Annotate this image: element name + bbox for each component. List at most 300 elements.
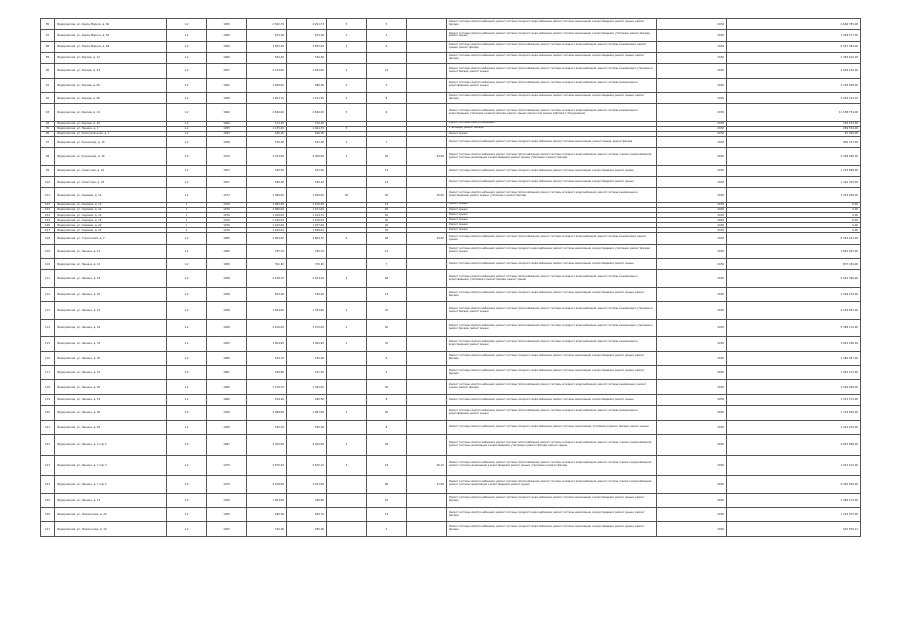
cell-address: Федоровская, ул. Кирова, д. 66 (55, 92, 167, 103)
cell-cost: 4 544 396,00 (727, 270, 861, 288)
cell-total-area: 264,70 (247, 351, 287, 365)
cell-works-description: Ремонт крыши (447, 223, 657, 228)
cell-cost: 520 876,12 (727, 522, 861, 536)
cell-cost: 4 438 480,00 (727, 148, 861, 166)
cell-address: Федоровская, ул. Садовая, д. 16 (55, 213, 167, 218)
cell-apartments: 65 (367, 148, 407, 166)
cell-apartments: 7 (367, 259, 407, 270)
cell-works-description: Ремонт системы электроснабжения; ремонт системы теплоснабжения; ремонт системы холодного водоснабжения; ремонт системы горячего водоснабжения; ремонт системы канализации и водоотведения; ремонт крыши; утепление и ремонт фасада (447, 455, 657, 476)
cell-living-area: 1 100,00 (287, 218, 327, 223)
cell-works-description: Ремонт крыши (447, 228, 657, 233)
table-row (41, 420, 861, 434)
table-body (41, 19, 861, 537)
cell-row-number: 96 (41, 131, 55, 136)
table-row (41, 148, 861, 166)
cell-works-description: Ремонт крыши (447, 131, 657, 136)
cell-row-number: 117 (41, 366, 55, 380)
cell-total-area: 690,00 (247, 507, 287, 521)
cell-apartments: 12 (367, 244, 407, 258)
cell-total-area: 803,00 (247, 287, 287, 301)
cell-extra-value (407, 64, 447, 78)
cell-living-area: 230,00 (287, 351, 327, 365)
cell-entrances: 1 (327, 137, 367, 148)
cell-build-year: 1958 (207, 137, 247, 148)
cell-address: Федоровская, ул. Кирова, д. 28 (55, 121, 167, 126)
table-row (41, 188, 861, 202)
cell-cost: 11 188 754,00 (727, 104, 861, 122)
capital-repair-table (40, 18, 861, 537)
cell-address: Федоровская, ул. Ленина, д. 29 (55, 319, 167, 337)
cell-cost: 156 103,00 (727, 121, 861, 126)
cell-build-year: 1960 (207, 244, 247, 258)
cell-row-number: 116 (41, 351, 55, 365)
cell-cost: 0,00 (727, 218, 861, 223)
cell-entrances (327, 244, 367, 258)
cell-entrances (327, 52, 367, 63)
cell-planned-year: 2030 (657, 406, 727, 420)
cell-apartments: 40 (367, 406, 407, 420)
cell-material-code: 1,2 (167, 522, 207, 536)
cell-total-area: 113,50 (247, 121, 287, 126)
cell-material-code: 1,2 (167, 104, 207, 122)
cell-total-area: 2 453,00 (247, 148, 287, 166)
cell-works-description: Ремонт системы электроснабжения; ремонт системы холодного водоснабжения; ремонт системы канализации и водоотведения; ремонт крыши; ремонт фасада (447, 366, 657, 380)
cell-row-number: 97 (41, 137, 55, 148)
cell-cost: 1 523 374,00 (727, 394, 861, 405)
cell-planned-year: 2030 (657, 52, 727, 63)
cell-row-number: 103 (41, 207, 55, 212)
cell-address: Федоровская, ул. Ленина, д. 60 (55, 406, 167, 420)
cell-works-description: Ремонт системы электроснабжения; ремонт системы теплоснабжения; ремонт системы холодного водоснабжения; ремонт системы канализации и водоотведения; ремонт крыши (447, 78, 657, 92)
cell-entrances (327, 420, 367, 434)
cell-entrances (327, 507, 367, 521)
cell-cost: 4 687 896,00 (727, 434, 861, 455)
cell-total-area: 2 088,00 (247, 406, 287, 420)
cell-living-area: 550,00 (287, 420, 327, 434)
cell-living-area: 1 046,00 (287, 188, 327, 202)
cell-total-area: 440,00 (247, 131, 287, 136)
cell-works-description: Ремонт системы электроснабжения; ремонт системы холодного водоснабжения; ремонт системы канализации; ремонт крыши; ремонт фасада (447, 137, 657, 148)
cell-works-description: Ремонт крыши (447, 218, 657, 223)
cell-build-year: 1964 (207, 121, 247, 126)
cell-material-code: 1,2 (167, 137, 207, 148)
cell-planned-year: 2030 (657, 92, 727, 103)
cell-cost: 0,00 (727, 223, 861, 228)
table-row (41, 104, 861, 122)
cell-row-number: 111 (41, 270, 55, 288)
cell-address: Федоровская, ул. Садовая, д. 12 (55, 202, 167, 207)
cell-apartments: 7 (367, 137, 407, 148)
cell-material-code: 1,2 (167, 148, 207, 166)
cell-planned-year: 2030 (657, 104, 727, 122)
cell-build-year: 1962 (207, 78, 247, 92)
cell-extra-value: 44,00 (407, 148, 447, 166)
cell-material-code: 1,2 (167, 507, 207, 521)
cell-living-area: 2 403,20 (287, 270, 327, 288)
cell-living-area: 675,00 (287, 30, 327, 41)
cell-planned-year: 2030 (657, 244, 727, 258)
cell-total-area: 562,20 (247, 52, 287, 63)
cell-apartments: 8 (367, 394, 407, 405)
cell-apartments: 23 (367, 202, 407, 207)
cell-living-area: 1 014,70 (287, 213, 327, 218)
cell-cost: 2 303 056,00 (727, 188, 861, 202)
cell-address: Федоровская, ул. Садовая, д. 22 (55, 228, 167, 233)
cell-material-code: 1,2 (167, 126, 207, 131)
cell-extra-value (407, 337, 447, 351)
cell-living-area: 1 782,80 (287, 302, 327, 320)
cell-cost: 1 134 898,00 (727, 165, 861, 176)
cell-planned-year: 2030 (657, 223, 727, 228)
cell-planned-year: 2030 (657, 188, 727, 202)
cell-total-area: 1 440,00 (247, 223, 287, 228)
cell-build-year: 1973 (207, 188, 247, 202)
cell-build-year: 1976 (207, 218, 247, 223)
cell-apartments: 8 (367, 92, 407, 103)
cell-planned-year: 2030 (657, 420, 727, 434)
cell-planned-year: 2030 (657, 64, 727, 78)
cell-apartments: 20 (367, 213, 407, 218)
cell-cost: 5 368 112,00 (727, 319, 861, 337)
cell-planned-year: 2030 (657, 351, 727, 365)
cell-total-area: 1 008,00 (247, 78, 287, 92)
cell-total-area: 269,80 (247, 366, 287, 380)
cell-works-description: Ремонт системы электроснабжения; ремонт системы теплоснабжения; ремонт системы холодного водоснабжения; ремонт системы горячего водоснабжения; ремонт системы канализации и водоотведения; ремонт крыши; утепление и ремонт фасада (447, 148, 657, 166)
cell-material-code: 1 (167, 213, 207, 218)
cell-extra-value (407, 52, 447, 63)
cell-row-number: 85 (41, 19, 55, 30)
cell-total-area: 787,10 (247, 244, 287, 258)
cell-material-code: 1,2 (167, 131, 207, 136)
table-row (41, 41, 861, 52)
cell-cost: 6 394 012,00 (727, 233, 861, 244)
cell-total-area: 1 824,00 (247, 302, 287, 320)
cell-material-code: 1,2 (167, 165, 207, 176)
cell-total-area: 2 875,40 (247, 455, 287, 476)
cell-total-area: 2 302,70 (247, 19, 287, 30)
cell-address: Федоровская, ул. Садовая, д. 10 (55, 188, 167, 202)
cell-total-area: 391,60 (247, 259, 287, 270)
cell-build-year: 1960 (207, 394, 247, 405)
cell-total-area: 1 440,00 (247, 218, 287, 223)
cell-works-description: Ремонт системы электроснабжения; ремонт системы холодного водоснабжения; ремонт системы канализации и водоотведения; ремонт крыши; ремонт фасада (447, 522, 657, 536)
cell-works-description: Ремонт системы электроснабжения; ремонт системы холодного водоснабжения; ремонт системы канализации и водоотведения; ремонт крыши; ремонт фасада (447, 351, 657, 365)
cell-address: Федоровская, ул. Ленина, д. 25 (55, 287, 167, 301)
cell-living-area: 400,00 (287, 131, 327, 136)
cell-living-area: 485,50 (287, 394, 327, 405)
cell-planned-year: 2030 (657, 493, 727, 507)
cell-address: Федоровская, ул. Ленина, д. 12 (55, 244, 167, 258)
cell-living-area: 552,00 (287, 137, 327, 148)
cell-works-description: Ремонт системы электроснабжения; ремонт системы теплоснабжения; ремонт системы холодного водоснабжения; ремонт системы канализации и водоотведения; ремонт крыши (447, 406, 657, 420)
cell-extra-value (407, 259, 447, 270)
cell-planned-year: 2030 (657, 522, 727, 536)
cell-living-area: 1 101,00 (287, 207, 327, 212)
cell-build-year: 1957 (207, 64, 247, 78)
cell-cost: 6 450 584,00 (727, 476, 861, 494)
cell-address: Федоровская, ул. Садовая, д. 14 (55, 207, 167, 212)
cell-extra-value (407, 270, 447, 288)
cell-row-number: 92 (41, 92, 55, 103)
cell-row-number: 89 (41, 52, 55, 63)
cell-build-year: 1958 (207, 420, 247, 434)
table-row (41, 287, 861, 301)
cell-total-area: 2 846,60 (247, 104, 287, 122)
cell-works-description: Ремонт крыши (447, 202, 657, 207)
cell-entrances: 1 (327, 30, 367, 41)
cell-material-code: 1,2 (167, 351, 207, 365)
cell-works-description: Ремонт системы электроснабжения; ремонт системы холодного водоснабжения; ремонт системы канализации; утепление и ремонт фасада; ремонт крыши (447, 420, 657, 434)
cell-material-code: 1 (167, 207, 207, 212)
cell-cost: 4 936 145,00 (727, 64, 861, 78)
cell-planned-year: 2030 (657, 228, 727, 233)
cell-living-area: 3 845,00 (287, 41, 327, 52)
cell-build-year: 1960 (207, 380, 247, 394)
cell-living-area: 2 200,00 (287, 434, 327, 455)
cell-build-year: 1976 (207, 207, 247, 212)
cell-build-year: 1970 (207, 148, 247, 166)
cell-works-description: Ремонт системы электроснабжения; ремонт системы холодного водоснабжения; ремонт системы канализации и водоотведения; ремонт крыши; ремонт фасада (447, 19, 657, 30)
cell-row-number: 122 (41, 434, 55, 455)
table-row (41, 30, 861, 41)
cell-planned-year: 2030 (657, 202, 727, 207)
cell-total-area: 1 080,00 (247, 188, 287, 202)
cell-apartments: 48 (367, 434, 407, 455)
cell-planned-year: 2030 (657, 476, 727, 494)
cell-material-code: 1,2 (167, 493, 207, 507)
cell-cost: 1 358 577,00 (727, 30, 861, 41)
cell-row-number: 87 (41, 30, 55, 41)
table-row (41, 137, 861, 148)
table-row (41, 522, 861, 536)
cell-row-number: 100 (41, 177, 55, 188)
cell-row-number: 118 (41, 380, 55, 394)
cell-entrances (327, 476, 367, 494)
cell-entrances: 2 (327, 302, 367, 320)
cell-living-area: 521,90 (287, 165, 327, 176)
cell-material-code: 1,2 (167, 64, 207, 78)
cell-planned-year: 2030 (657, 19, 727, 30)
table-row (41, 455, 861, 476)
cell-entrances (327, 177, 367, 188)
cell-address: Федоровская, ул. Ломоносова, д. 24 (55, 507, 167, 521)
cell-row-number: 101 (41, 188, 55, 202)
cell-works-description: Ремонт системы электроснабжения; ремонт системы теплоснабжения; ремонт системы холодного водоснабжения; ремонт системы канализации; ремонт крыши; ремонт фасада (447, 380, 657, 394)
cell-material-code: 1,2 (167, 455, 207, 476)
cell-row-number: 107 (41, 228, 55, 233)
cell-works-description: Ремонт системы электроснабжения; ремонт системы теплоснабжения; ремонт системы холодного водоснабжения; ремонт системы канализации; ремонт крыши; ремонт фасада (447, 41, 657, 52)
cell-entrances: 3 (327, 148, 367, 166)
cell-total-area: 504,00 (247, 394, 287, 405)
cell-total-area: 576,00 (247, 137, 287, 148)
cell-entrances: 20 (327, 188, 367, 202)
cell-apartments: 12 (367, 507, 407, 521)
cell-living-area: 765,10 (287, 244, 327, 258)
cell-build-year: 1958 (207, 302, 247, 320)
cell-address: Федоровская, ул. Ленина, д. 45 (55, 380, 167, 394)
cell-living-area: 784,40 (287, 287, 327, 301)
cell-row-number: 106 (41, 223, 55, 228)
cell-cost: 1 501 412,00 (727, 455, 861, 476)
cell-entrances: 3 (327, 41, 367, 52)
cell-planned-year: 2030 (657, 148, 727, 166)
cell-entrances: 2 (327, 406, 367, 420)
cell-cost: 1 410 325,00 (727, 177, 861, 188)
cell-planned-year: 2030 (657, 394, 727, 405)
cell-entrances (327, 380, 367, 394)
cell-build-year: 1957 (207, 177, 247, 188)
cell-address: Федоровская, ул. Ленина, д. 53 (55, 394, 167, 405)
cell-extra-value (407, 30, 447, 41)
cell-extra-value (407, 507, 447, 521)
cell-cost: 1 163 075,00 (727, 507, 861, 521)
table-row (41, 52, 861, 63)
cell-extra-value (407, 302, 447, 320)
cell-planned-year: 2030 (657, 137, 727, 148)
cell-build-year: 1985 (207, 233, 247, 244)
cell-living-area: 1 972,00 (287, 319, 327, 337)
table-row (41, 434, 861, 455)
table-row (41, 64, 861, 78)
cell-entrances: 2 (327, 337, 367, 351)
table-row (41, 493, 861, 507)
cell-build-year: 1956 (207, 507, 247, 521)
table-row (41, 19, 861, 30)
cell-address: Федоровская, ул. Советская, д. 21 (55, 165, 167, 176)
cell-cost: 1 299 104,00 (727, 287, 861, 301)
cell-material-code: 1 (167, 223, 207, 228)
cell-cost: 969 103,00 (727, 137, 861, 148)
cell-works-description: Ремонт системы электроснабжения; ремонт системы холодного водоснабжения; ремонт системы канализации и водоотведения; ремонт крыши (447, 394, 657, 405)
cell-address: Федоровская, ул. Ленина, д. 65 (55, 420, 167, 434)
cell-material-code: 1,2 (167, 121, 207, 126)
cell-works-description: Ремонт системы электроснабжения; ремонт системы теплоснабжения; ремонт системы холодного водоснабжения; ремонт системы канализации и водоотведения; ремонт крыши (447, 337, 657, 351)
cell-total-area: 1 478,70 (247, 380, 287, 394)
cell-living-area: 247,50 (287, 366, 327, 380)
cell-material-code: 1 (167, 218, 207, 223)
cell-build-year: 1976 (207, 202, 247, 207)
cell-row-number: 105 (41, 218, 55, 223)
cell-address: Федоровская, ул. Кирова, д. 14 (55, 104, 167, 122)
cell-build-year: 1956 (207, 30, 247, 41)
cell-build-year: 1958 (207, 92, 247, 103)
cell-row-number: 91 (41, 78, 55, 92)
table-row (41, 394, 861, 405)
cell-planned-year: 2030 (657, 177, 727, 188)
cell-material-code: 1,2 (167, 337, 207, 351)
cell-living-area: 370,00 (287, 259, 327, 270)
cell-row-number: 112 (41, 287, 55, 301)
cell-apartments: 32 (367, 302, 407, 320)
cell-apartments: 48 (367, 233, 407, 244)
cell-living-area: 285,00 (287, 522, 327, 536)
cell-extra-value (407, 104, 447, 122)
cell-address: Федоровская, ул. Карла Маркса, д. 50 (55, 30, 167, 41)
cell-extra-value (407, 244, 447, 258)
cell-extra-value: 44,00 (407, 233, 447, 244)
cell-living-area: 650,70 (287, 507, 327, 521)
cell-apartments: 5 (367, 78, 407, 92)
cell-cost: 1 159 850,00 (727, 406, 861, 420)
cell-address: Федоровская, ул. Ленина, д. 41 (55, 366, 167, 380)
cell-works-description: Ремонт системы электроснабжения; ремонт системы холодного водоснабжения; ремонт системы канализации и водоотведения; ремонт крыши; ремонт фасада (447, 92, 657, 103)
cell-material-code: 1,2 (167, 19, 207, 30)
cell-apartments: 32 (367, 337, 407, 351)
cell-entrances: 3 (327, 270, 367, 288)
cell-extra-value (407, 420, 447, 434)
cell-build-year: 1956 (207, 41, 247, 52)
cell-build-year: 1958 (207, 270, 247, 288)
cell-cost: 0,00 (727, 213, 861, 218)
cell-works-description: Ремонт системы электроснабжения; ремонт системы холодного водоснабжения; ремонт системы канализации и водоотведения; утепление, ремонт фасада; ремонт крыши (447, 244, 657, 258)
cell-entrances (327, 287, 367, 301)
cell-material-code: 1,2 (167, 52, 207, 63)
cell-cost: 4 666 785,00 (727, 19, 861, 30)
cell-living-area: 2 201,73 (287, 19, 327, 30)
cell-extra-value (407, 165, 447, 176)
cell-row-number: 110 (41, 259, 55, 270)
cell-entrances (327, 522, 367, 536)
cell-total-area: 1 004,00 (247, 493, 287, 507)
cell-cost: 3 643 266,00 (727, 337, 861, 351)
cell-apartments: 12 (367, 287, 407, 301)
cell-works-description: Ремонт системы электроснабжения; ремонт системы холодного водоснабжения; ремонт системы канализации и водоотведения; ремонт крыши; ремонт фасада (447, 52, 657, 63)
cell-build-year: 1962 (207, 104, 247, 122)
cell-address: Федоровская, ул. Кирова, д. 12 (55, 52, 167, 63)
table-row (41, 259, 861, 270)
cell-build-year: 1950 (207, 131, 247, 136)
cell-build-year: 1976 (207, 223, 247, 228)
cell-apartments (367, 52, 407, 63)
cell-address: Федоровская, ул. Советская, д. 23 (55, 177, 167, 188)
cell-total-area: 1 609,00 (247, 337, 287, 351)
cell-material-code: 1,2 (167, 177, 207, 188)
cell-cost: 3 504 193,70 (727, 92, 861, 103)
cell-cost: 0,00 (727, 202, 861, 207)
cell-entrances: 2 (327, 434, 367, 455)
cell-cost: 0,00 (727, 228, 861, 233)
cell-row-number: 125 (41, 493, 55, 507)
cell-build-year: 1960 (207, 351, 247, 365)
cell-cost: 1 280 587,00 (727, 351, 861, 365)
cell-living-area: 102,00 (287, 121, 327, 126)
cell-build-year: 1975 (207, 455, 247, 476)
cell-planned-year: 2030 (657, 270, 727, 288)
cell-total-area: 2 448,70 (247, 270, 287, 288)
cell-material-code: 1,2 (167, 366, 207, 380)
cell-build-year: 1976 (207, 213, 247, 218)
cell-material-code: 1,2 (167, 30, 207, 41)
cell-works-description: Ремонт системы электроснабжения (447, 121, 657, 126)
cell-cost: 1 401 410,00 (727, 420, 861, 434)
cell-address: Федоровская, ул. Ленина, д. 18 (55, 270, 167, 288)
table-row (41, 177, 861, 188)
cell-planned-year: 2030 (657, 165, 727, 176)
cell-material-code: 1,2 (167, 259, 207, 270)
cell-build-year: 1955 (207, 126, 247, 131)
cell-apartments: 12 (367, 177, 407, 188)
cell-living-area: 946,80 (287, 493, 327, 507)
cell-planned-year: 2030 (657, 380, 727, 394)
cell-row-number: 102 (41, 202, 55, 207)
cell-living-area: 1 461,70 (287, 126, 327, 131)
cell-extra-value (407, 137, 447, 148)
cell-works-description: Ремонт системы электроснабжения; ремонт системы теплоснабжения; ремонт системы холодного водоснабжения; ремонт системы канализации; ремонт крыши (447, 233, 657, 244)
cell-address: Федоровская, ул. Кузнецова, д. 16 (55, 148, 167, 166)
cell-address: Федоровская, ул. Карла Маркса, д. 46 (55, 19, 167, 30)
cell-living-area: 1 560,80 (287, 337, 327, 351)
cell-works-description: Ремонт системы электроснабжения; ремонт системы холодного водоснабжения; ремонт системы канализации и водоотведения; ремонт крыши (447, 177, 657, 188)
